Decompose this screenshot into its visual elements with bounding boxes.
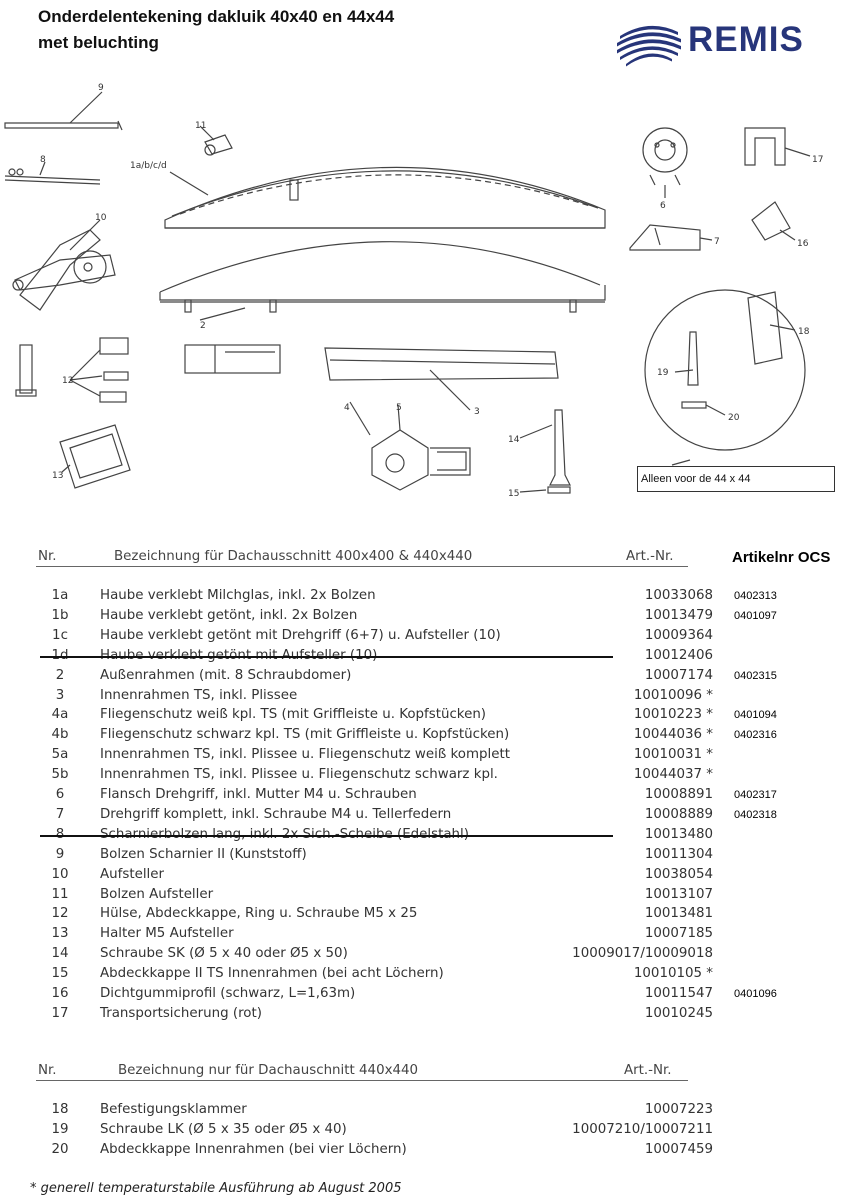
article-number: 10038054 bbox=[644, 866, 713, 882]
part-description: Bolzen Aufsteller bbox=[100, 886, 214, 902]
footnote: * generell temperaturstabile Ausführung ab August 2005 bbox=[30, 1181, 402, 1196]
table1-header-nr: Nr. bbox=[38, 549, 57, 564]
part-nr: 17 bbox=[51, 1005, 69, 1021]
part-10-stay bbox=[13, 220, 115, 310]
part-nr: 18 bbox=[51, 1102, 69, 1117]
table-row bbox=[0, 626, 849, 646]
article-number: 10044037 * bbox=[633, 767, 713, 783]
table-row bbox=[0, 765, 849, 785]
part-nr: 1b bbox=[51, 607, 69, 623]
table-row bbox=[0, 1100, 849, 1120]
part-nr: 1a bbox=[51, 588, 69, 603]
table-row bbox=[0, 666, 849, 686]
article-number: 10013480 bbox=[644, 826, 713, 842]
table-row bbox=[0, 924, 849, 944]
part-9-pin bbox=[5, 92, 122, 130]
part-description: Drehgriff komplett, inkl. Schraube M4 u. Tellerfedern bbox=[100, 806, 452, 822]
label-4: 4 bbox=[344, 403, 350, 413]
label-16: 16 bbox=[797, 239, 809, 249]
label-1abcd: 1a/b/c/d bbox=[130, 161, 167, 171]
table-row bbox=[0, 1004, 849, 1024]
table1-header-art: Art.-Nr. bbox=[626, 549, 674, 564]
part-nr: 1c bbox=[52, 627, 68, 643]
parts-drawing bbox=[0, 80, 849, 510]
part-6-7-handle bbox=[630, 128, 712, 250]
part-description: Bolzen Scharnier II (Kunststoff) bbox=[100, 846, 307, 862]
part-description: Schraube SK (Ø 5 x 40 oder Ø5 x 50) bbox=[100, 946, 348, 962]
part-description: Innenrahmen TS, inkl. Plissee u. Fliegenschutz schwarz kpl. bbox=[100, 767, 498, 783]
part-1-dome bbox=[165, 167, 605, 228]
label-20: 20 bbox=[728, 413, 740, 423]
strikethrough-line bbox=[40, 656, 613, 658]
part-8-rod bbox=[5, 162, 100, 184]
part-description: Transportsicherung (rot) bbox=[100, 1005, 262, 1021]
article-number: 10010096 * bbox=[633, 687, 713, 703]
article-number: 10007185 bbox=[644, 926, 713, 942]
table-row bbox=[0, 805, 849, 825]
detail-circle bbox=[645, 290, 805, 465]
table-row bbox=[0, 1120, 849, 1140]
part-nr: 4a bbox=[51, 707, 69, 723]
part-description: Dichtgummiprofil (schwarz, L=1,63m) bbox=[100, 986, 356, 1001]
title-line-1: Onderdelentekening dakluik 40x40 en 44x44 bbox=[38, 7, 395, 26]
ocs-number: 0402315 bbox=[734, 669, 777, 682]
article-number: 10044036 * bbox=[633, 727, 713, 743]
part-description: Flansch Drehgriff, inkl. Mutter M4 u. Schrauben bbox=[100, 787, 417, 802]
part-description: Innenrahmen TS, inkl. Plissee bbox=[100, 687, 298, 703]
part-description: Fliegenschutz schwarz kpl. TS (mit Griffleiste u. Kopfstücken) bbox=[100, 727, 510, 743]
article-number: 10013481 bbox=[644, 906, 713, 922]
table-row bbox=[0, 705, 849, 725]
ocs-number: 0402316 bbox=[734, 729, 777, 742]
ocs-number: 0401097 bbox=[734, 609, 777, 622]
table-row bbox=[0, 984, 849, 1004]
part-description: Hülse, Abdeckkappe, Ring u. Schraube M5 x 25 bbox=[100, 906, 418, 922]
part-nr: 4b bbox=[51, 727, 69, 743]
part-nr: 2 bbox=[55, 667, 65, 683]
label-3: 3 bbox=[474, 407, 480, 417]
table-row bbox=[0, 944, 849, 964]
article-number: 10010031 * bbox=[633, 747, 713, 763]
table2-header-desc: Bezeichnung nur für Dachauschnitt 440x440 bbox=[118, 1063, 419, 1078]
part-nr: 12 bbox=[51, 906, 69, 922]
label-7: 7 bbox=[714, 237, 720, 247]
part-description: Abdeckkappe Innenrahmen (bei vier Löchern) bbox=[100, 1142, 407, 1157]
label-11: 11 bbox=[195, 121, 207, 131]
label-2: 2 bbox=[200, 321, 206, 331]
ocs-number: 0401096 bbox=[734, 988, 777, 1000]
table-row bbox=[0, 745, 849, 765]
ocs-number: 0402318 bbox=[734, 808, 777, 821]
ocs-number: 0402313 bbox=[734, 590, 777, 602]
part-description: Schraube LK (Ø 5 x 35 oder Ø5 x 40) bbox=[100, 1122, 347, 1137]
part-description: Aufsteller bbox=[100, 866, 165, 882]
ocs-number: 0402317 bbox=[734, 789, 777, 801]
part-description: Haube verklebt getönt mit Drehgriff (6+7) u. Aufsteller (10) bbox=[100, 627, 501, 643]
label-5: 5 bbox=[396, 403, 402, 413]
article-number: 10007210/10007211 bbox=[572, 1122, 713, 1137]
part-nr: 6 bbox=[55, 787, 65, 802]
table2-header-rule bbox=[36, 1080, 688, 1081]
table-row bbox=[0, 1140, 849, 1160]
label-6: 6 bbox=[660, 201, 666, 211]
part-description: Halter M5 Aufsteller bbox=[100, 926, 234, 942]
table2-header-nr: Nr. bbox=[38, 1063, 57, 1078]
part-12-parts bbox=[16, 338, 128, 402]
logo-text: REMIS bbox=[688, 20, 804, 59]
label-9: 9 bbox=[98, 83, 104, 93]
label-12: 12 bbox=[62, 376, 74, 386]
callout-44x44: Alleen voor de 44 x 44 bbox=[637, 466, 835, 492]
part-description: Haube verklebt Milchglas, inkl. 2x Bolzen bbox=[100, 588, 376, 603]
part-nr: 7 bbox=[55, 806, 65, 822]
article-number: 10009017/10009018 bbox=[572, 946, 713, 962]
article-number: 10007459 bbox=[644, 1142, 713, 1157]
table1-header-desc: Bezeichnung für Dachausschnitt 400x400 & 440x440 bbox=[114, 549, 473, 564]
article-number: 10007174 bbox=[644, 667, 713, 683]
label-17: 17 bbox=[812, 155, 824, 165]
table-row bbox=[0, 865, 849, 885]
label-15: 15 bbox=[508, 489, 520, 499]
part-nr: 3 bbox=[55, 687, 65, 703]
label-18: 18 bbox=[798, 327, 810, 337]
article-number: 10013107 bbox=[644, 886, 713, 902]
strikethrough-line bbox=[40, 835, 613, 837]
article-number: 10010223 * bbox=[633, 707, 713, 723]
table-row bbox=[0, 606, 849, 626]
label-14: 14 bbox=[508, 435, 520, 445]
table-row bbox=[0, 785, 849, 805]
table-row bbox=[0, 586, 849, 606]
part-description: Haube verklebt getönt, inkl. 2x Bolzen bbox=[100, 607, 358, 623]
part-description: Abdeckkappe II TS Innenrahmen (bei acht Löchern) bbox=[100, 966, 444, 982]
part-nr: 10 bbox=[51, 866, 69, 882]
part-16-gasket bbox=[752, 202, 795, 240]
part-2-frame bbox=[160, 242, 605, 320]
title-line-2: met beluchting bbox=[38, 33, 159, 52]
article-number: 10007223 bbox=[644, 1102, 713, 1117]
part-3-inner-frame bbox=[185, 345, 558, 410]
table-row bbox=[0, 904, 849, 924]
article-number: 10009364 bbox=[644, 627, 713, 643]
table1-header-ocs: Artikelnr OCS bbox=[732, 549, 831, 566]
label-13: 13 bbox=[52, 471, 64, 481]
part-nr: 9 bbox=[55, 846, 65, 862]
part-nr: 13 bbox=[51, 926, 69, 942]
ocs-number: 0401094 bbox=[734, 709, 777, 722]
article-number: 10013479 bbox=[644, 607, 713, 623]
article-number: 10010245 bbox=[644, 1005, 713, 1021]
table-row bbox=[0, 686, 849, 706]
article-number: 10033068 bbox=[644, 588, 713, 603]
remis-logo bbox=[614, 14, 834, 70]
page-title bbox=[38, 4, 394, 56]
label-19: 19 bbox=[657, 368, 669, 378]
part-13-holder bbox=[60, 425, 130, 488]
label-10: 10 bbox=[95, 213, 107, 223]
part-nr: 5b bbox=[51, 767, 69, 783]
table-row bbox=[0, 845, 849, 865]
part-description: Fliegenschutz weiß kpl. TS (mit Griffleiste u. Kopfstücken) bbox=[100, 707, 487, 723]
globe-icon bbox=[614, 14, 684, 70]
part-nr: 16 bbox=[51, 986, 69, 1001]
table-row bbox=[0, 825, 849, 845]
article-number: 10012406 bbox=[644, 647, 713, 663]
part-description: Außenrahmen (mit. 8 Schraubdomer) bbox=[100, 667, 352, 683]
table2-header-art: Art.-Nr. bbox=[624, 1063, 672, 1078]
article-number: 10010105 * bbox=[633, 966, 713, 982]
table-row bbox=[0, 964, 849, 984]
article-number: 10011547 bbox=[644, 986, 713, 1001]
part-description: Befestigungsklammer bbox=[100, 1102, 247, 1117]
part-4-5-corner bbox=[350, 402, 470, 490]
article-number: 10008889 bbox=[644, 806, 713, 822]
part-nr: 14 bbox=[51, 946, 69, 962]
part-nr: 5a bbox=[51, 747, 69, 763]
part-14-screw bbox=[520, 410, 570, 493]
part-nr: 20 bbox=[51, 1142, 69, 1157]
part-description: Innenrahmen TS, inkl. Plissee u. Fliegenschutz weiß komplett bbox=[100, 747, 510, 763]
part-nr: 19 bbox=[51, 1122, 69, 1137]
table1-header-rule bbox=[36, 566, 688, 567]
part-nr: 15 bbox=[51, 966, 69, 982]
table-row bbox=[0, 646, 849, 666]
part-17-transport bbox=[745, 128, 810, 165]
label-8: 8 bbox=[40, 155, 46, 165]
table-row bbox=[0, 885, 849, 905]
part-nr: 11 bbox=[51, 886, 69, 902]
table-row bbox=[0, 725, 849, 745]
article-number: 10008891 bbox=[644, 787, 713, 802]
article-number: 10011304 bbox=[644, 846, 713, 862]
